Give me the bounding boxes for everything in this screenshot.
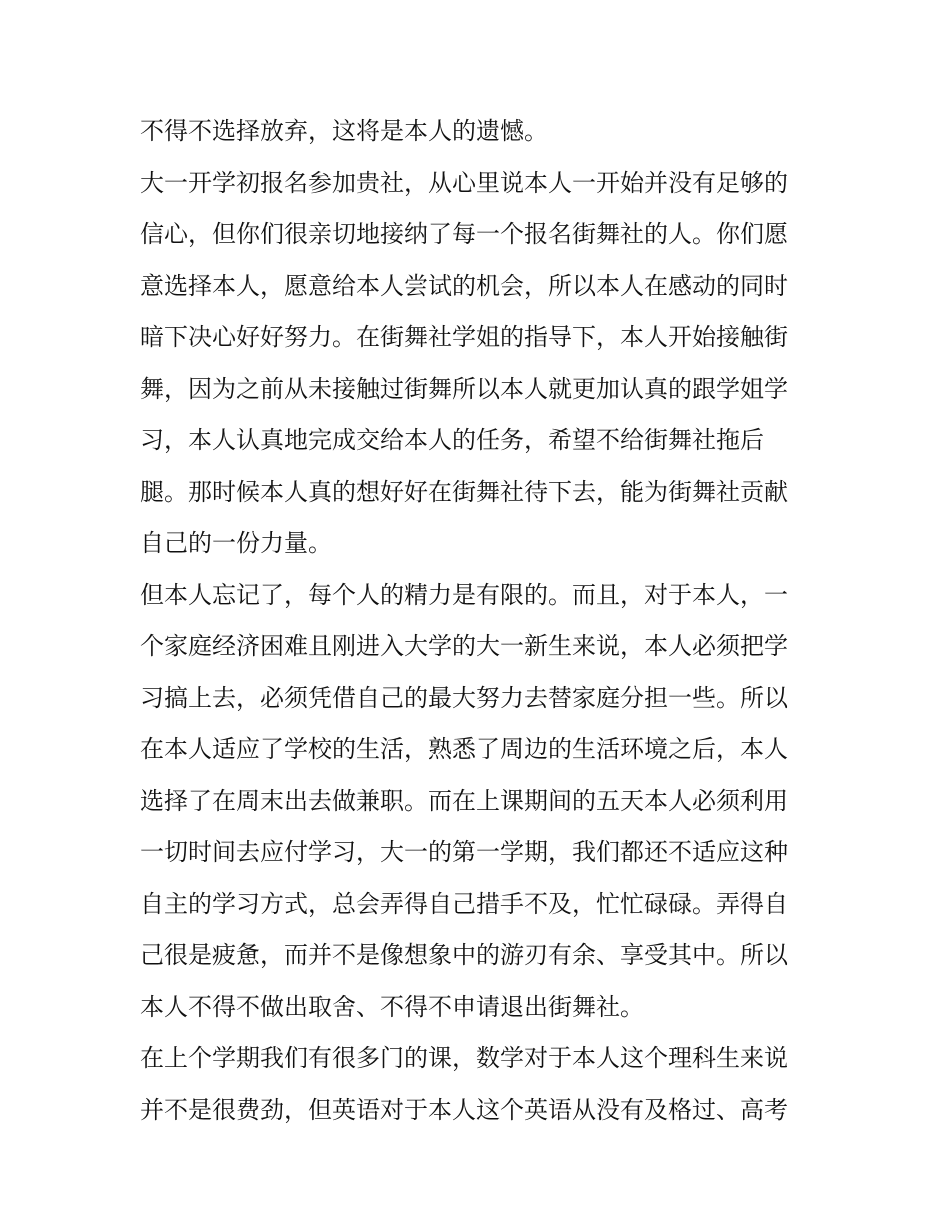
text-line: 腿。那时候本人真的想好好在街舞社待下去，能为街舞社贡献 (140, 477, 788, 506)
text-line: 习，本人认真地完成交给本人的任务，希望不给街舞社拖后 (140, 426, 764, 454)
text-line: 在本人适应了学校的生活，熟悉了周边的生活环境之后，本人 (140, 735, 788, 763)
text-line: 一切时间去应付学习，大一的第一学期，我们都还不适应这种 (140, 838, 788, 866)
text-line: 自己的一份力量。 (140, 529, 332, 557)
text-line: 在上个学期我们有很多门的课，数学对于本人这个理科生来说 (140, 1044, 788, 1072)
text-line: 但本人忘记了，每个人的精力是有限的。而且，对于本人，一 (140, 580, 788, 609)
text-line: 选择了在周末出去做兼职。而在上课期间的五天本人必须利用 (140, 786, 788, 815)
text-line: 习搞上去，必须凭借自己的最大努力去替家庭分担一些。所以 (140, 683, 788, 712)
text-line: 信心，但你们很亲切地接纳了每一个报名街舞社的人。你们愿 (140, 220, 788, 248)
text-line: 并不是很费劲，但英语对于本人这个英语从没有及格过、高考 (140, 1095, 788, 1124)
text-line: 舞，因为之前从未接触过街舞所以本人就更加认真的跟学姐学 (140, 374, 788, 403)
text-line: 自主的学习方式，总会弄得自己措手不及，忙忙碌碌。弄得自 (140, 889, 788, 918)
text-line: 不得不选择放弃，这将是本人的遗憾。 (140, 117, 548, 145)
text-line: 暗下决心好好努力。在街舞社学姐的指导下，本人开始接触街 (140, 323, 788, 351)
text-line: 个家庭经济困难且刚进入大学的大一新生来说，本人必须把学 (140, 632, 788, 660)
text-line: 大一开学初报名参加贵社，从心里说本人一开始并没有足够的 (140, 168, 788, 197)
text-line: 本人不得不做出取舍、不得不申请退出街舞社。 (140, 992, 644, 1021)
text-line: 己很是疲惫，而并不是像想象中的游刃有余、享受其中。所以 (140, 941, 788, 969)
text-line: 意选择本人，愿意给本人尝试的机会，所以本人在感动的同时 (140, 271, 788, 300)
body-text (140, 106, 820, 1136)
